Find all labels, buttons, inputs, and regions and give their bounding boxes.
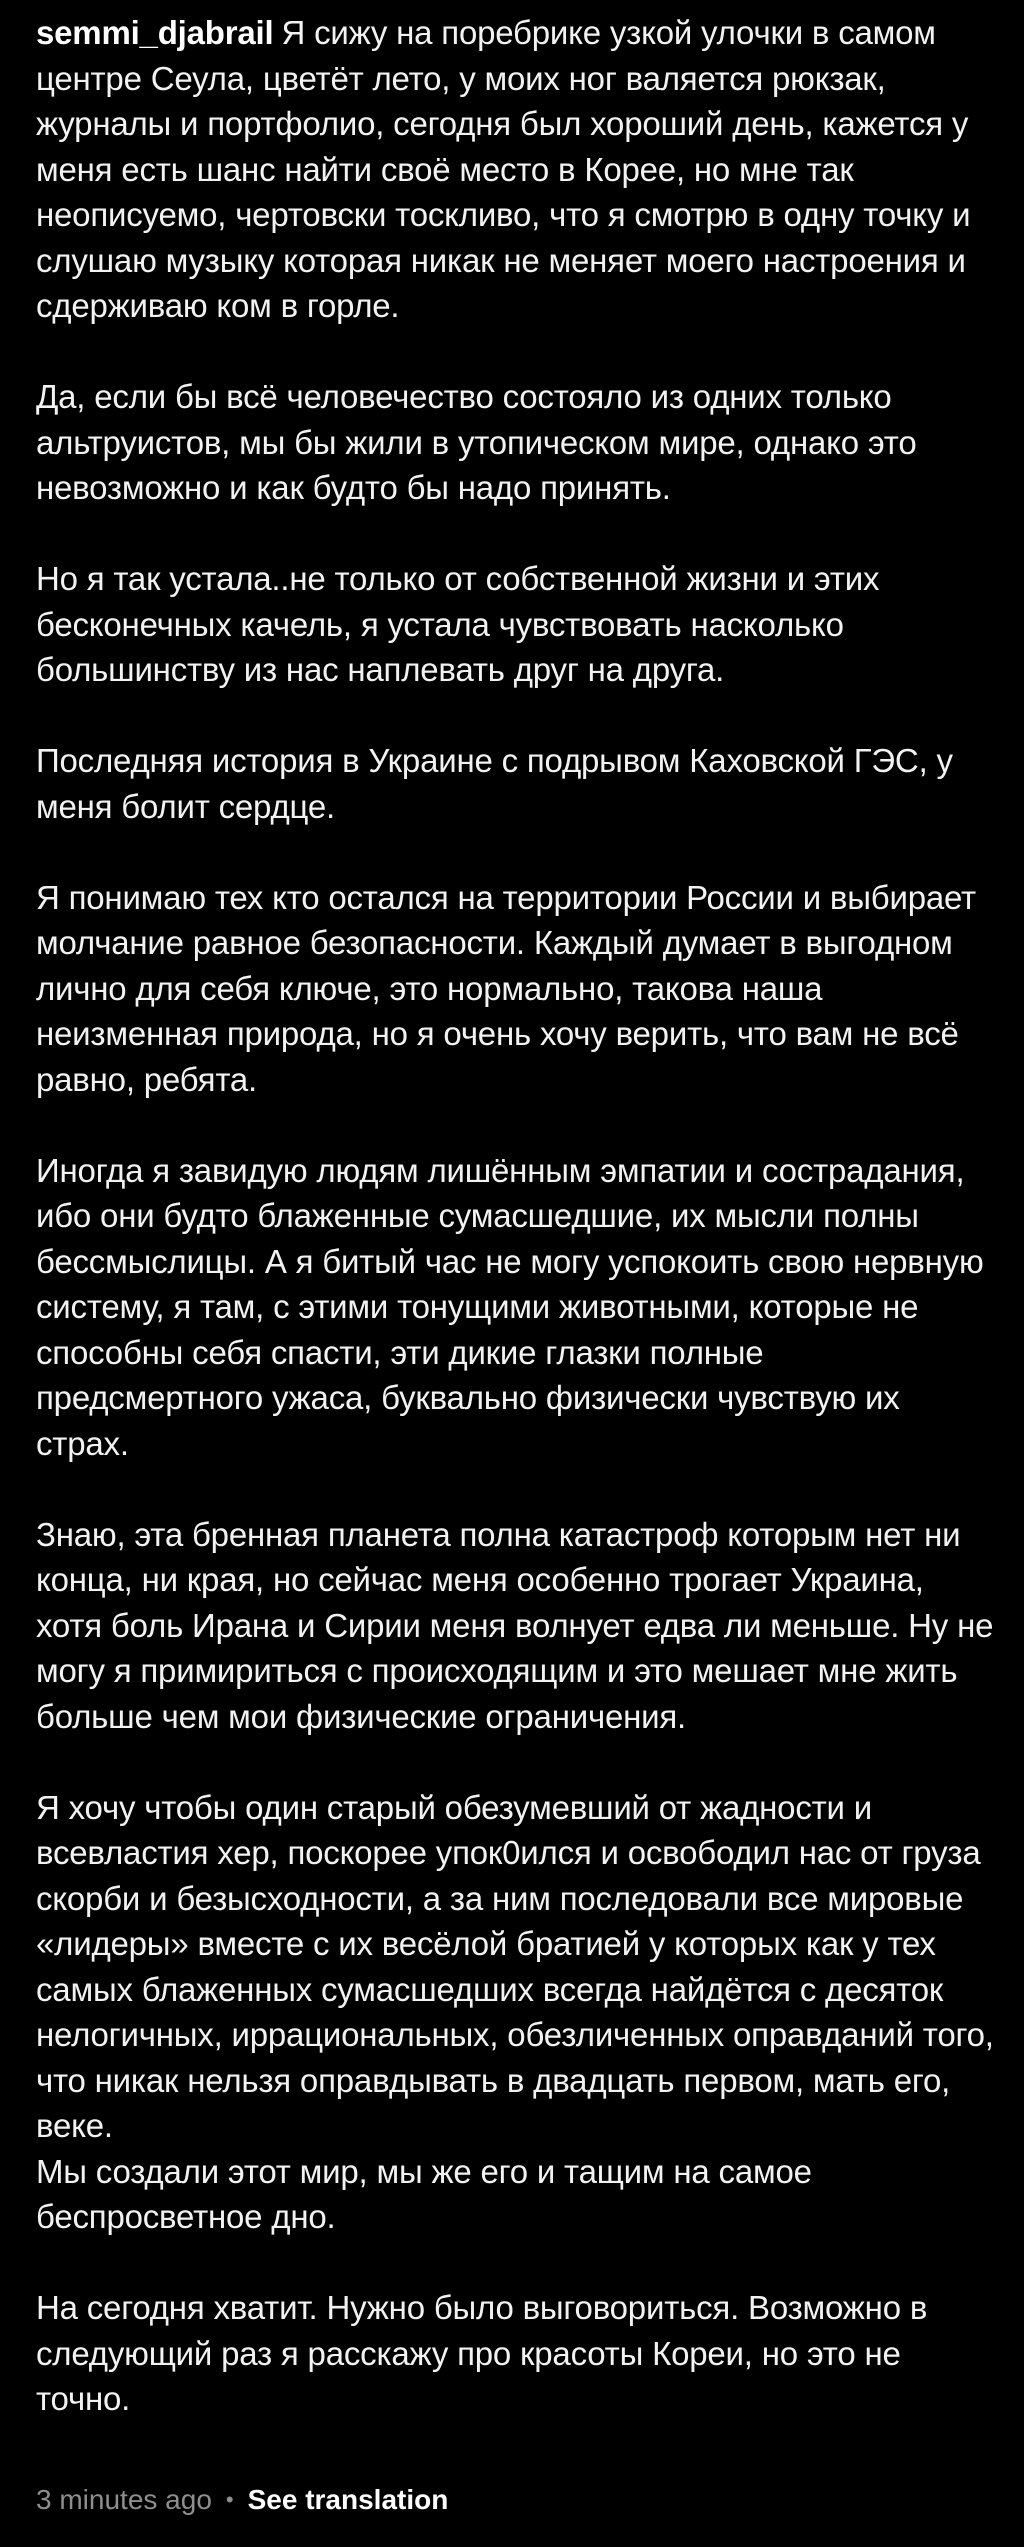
comment-paragraph: Иногда я завидую людям лишённым эмпатии и сострадания, ибо они будто блаженные сумасшедшие, их мысли полны бессмыслицы. А я битый час не могу успокоить свою нервную систему, я там, с этими тонущими животными, которые не способны себя спасти, эти дикие глазки полные предсмертного ужаса, буквально физически чувствую их страх. (36, 1151, 984, 1462)
comment-text (36, 10, 996, 2467)
comment-paragraph: Да, если бы всё человечество состояло из одних только альтруистов, мы бы жили в утопическом мире, однако это невозможно и как будто бы надо принять. (36, 378, 917, 506)
comment-paragraph: Я хочу чтобы один старый обезумевший от жадности и всевластия хер, поскорее упок0ился и освободил нас от груза скорби и безысходности, а за ним последовали все мировые «лидеры» вместе с их весёлой братией у которых как у тех самых блаженных сумасшедших всегда найдётся с десяток нелогичных, иррациональных, обезличенных оправданий того, что никак нельзя оправдывать в двадцать первом, мать его, веке. Мы создали этот мир, мы же его и тащим на самое беспросветное дно. (36, 1788, 994, 2235)
meta-separator: • (225, 2487, 234, 2512)
comment-timestamp: 3 minutes ago (36, 2484, 212, 2515)
comment-meta (36, 2478, 448, 2522)
comment-username[interactable]: semmi_djabrail (36, 14, 274, 51)
comment-paragraph: Я понимаю тех кто остался на территории России и выбирает молчание равное безопасности. Каждый думает в выгодном лично для себя ключе, это нормально, такова наша неизменная природа, но я очень хочу верить, что вам не всё равно, ребята. (36, 878, 976, 1098)
comment-paragraph-text: Я сижу на поребрике узкой улочки в самом центре Сеула, цветёт лето, у моих ног валяется рюкзак, журналы и портфолио, сегодня был хороший день, кажется у меня есть шанс найти своё место в Корее, но мне так неописуемо, чертовски тоскливо, что я смотрю в одну точку и слушаю музыку которая никак не меняет моего настроения и сдерживаю ком в горле. (36, 14, 971, 324)
comment-paragraph (36, 10, 996, 329)
comment-paragraph: Но я так устала..не только от собственной жизни и этих бесконечных качель, я устала чувствовать насколько большинству из нас наплевать друг на друга. (36, 560, 880, 688)
see-translation-button[interactable]: See translation (247, 2484, 449, 2515)
comment-paragraph: На сегодня хватит. Нужно было выговориться. Возможно в следующий раз я расскажу про красоты Кореи, но это не точно. (36, 2289, 928, 2417)
comment-paragraph: Последняя история в Украине с подрывом Каховской ГЭС, у меня болит сердце. (36, 742, 953, 825)
comment-paragraph: Знаю, эта бренная планета полна катастроф которым нет ни конца, ни края, но сейчас меня особенно трогает Украина, хотя боль Ирана и Сирии меня волнует едва ли меньше. Ну не могу я примириться с происходящим и это мешает мне жить больше чем мои физические ограничения. (36, 1515, 994, 1735)
